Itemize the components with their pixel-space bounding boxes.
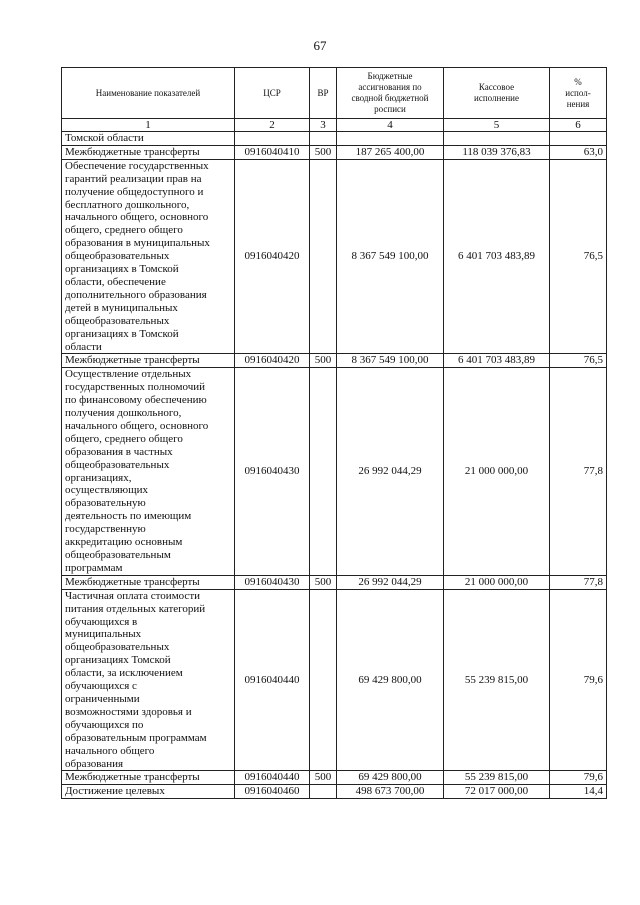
name-line: возможностями здоровья и	[65, 705, 192, 718]
name-line: осуществляющих	[65, 484, 148, 497]
column-number-row	[62, 119, 607, 132]
header-percent: % испол- нения	[550, 68, 607, 119]
name-line: государственных полномочий	[65, 381, 206, 394]
cell-vr: 500	[310, 145, 337, 159]
name-line: общего, среднего общего	[65, 224, 183, 237]
cell-percent: 79,6	[550, 771, 607, 785]
cell-vr: 500	[310, 354, 337, 368]
name-line: программам	[65, 561, 123, 574]
name-line: Межбюджетные трансферты	[65, 771, 200, 784]
name-line: детей в муниципальных	[65, 301, 178, 314]
table-row	[62, 354, 607, 368]
cell-cash: 21 000 000,00	[444, 368, 550, 576]
cell-csr: 0916040430	[235, 368, 310, 576]
cell-csr	[235, 132, 310, 146]
cell-name	[62, 575, 235, 589]
name-line: получения дошкольного,	[65, 407, 182, 420]
cell-name	[62, 145, 235, 159]
name-line: организациях,	[65, 471, 132, 484]
name-line: организациях в Томской	[65, 327, 179, 340]
cell-csr: 0916040460	[235, 785, 310, 799]
name-line: гарантий реализации прав на	[65, 172, 202, 185]
cell-csr: 0916040440	[235, 771, 310, 785]
name-line: дополнительного образования	[65, 288, 207, 301]
column-number: 2	[235, 119, 310, 132]
cell-cash: 118 039 376,83	[444, 145, 550, 159]
cell-name	[62, 771, 235, 785]
table-header-row	[62, 68, 607, 119]
name-line: образования	[65, 757, 124, 770]
name-line: питания отдельных категорий	[65, 602, 206, 615]
name-line: образовательную	[65, 497, 146, 510]
name-line: аккредитацию основным	[65, 536, 183, 549]
name-line: общеобразовательных	[65, 250, 170, 263]
name-line: бесплатного дошкольного,	[65, 198, 190, 211]
header-vr: ВР	[310, 68, 337, 119]
cell-percent: 77,8	[550, 368, 607, 576]
cell-vr	[310, 159, 337, 354]
cell-budget: 69 429 800,00	[337, 771, 444, 785]
name-line: Межбюджетные трансферты	[65, 575, 200, 588]
cell-percent: 14,4	[550, 785, 607, 799]
name-line: общеобразовательным	[65, 549, 171, 561]
header-csr: ЦСР	[235, 68, 310, 119]
name-line: организациях в Томской	[65, 263, 179, 276]
cell-percent: 76,5	[550, 159, 607, 354]
header-budget: Бюджетные ассигнования по сводной бюджетной росписи	[337, 68, 444, 119]
name-line: начального общего, основного	[65, 211, 209, 224]
cell-budget: 26 992 044,29	[337, 575, 444, 589]
cell-vr	[310, 589, 337, 771]
name-line: обучающихся в	[65, 615, 138, 628]
cell-vr: 500	[310, 771, 337, 785]
column-number: 5	[444, 119, 550, 132]
name-line: начального общего	[65, 744, 155, 757]
table-row	[62, 785, 607, 799]
cell-csr: 0916040410	[235, 145, 310, 159]
table-row	[62, 368, 607, 576]
cell-vr: 500	[310, 575, 337, 589]
cell-csr: 0916040430	[235, 575, 310, 589]
name-line: Межбюджетные трансферты	[65, 354, 200, 367]
name-line: ограниченными	[65, 692, 140, 705]
cell-budget: 8 367 549 100,00	[337, 354, 444, 368]
name-line: Обеспечение государственных	[65, 159, 209, 172]
name-line: образовательным программам	[65, 731, 207, 744]
cell-budget: 69 429 800,00	[337, 589, 444, 771]
column-number: 3	[310, 119, 337, 132]
table-row	[62, 589, 607, 771]
name-line: обучающихся с	[65, 680, 137, 693]
cell-budget: 498 673 700,00	[337, 785, 444, 799]
cell-percent: 76,5	[550, 354, 607, 368]
column-number: 4	[337, 119, 444, 132]
header-cash: Кассовое исполнение	[444, 68, 550, 119]
name-line: муниципальных	[65, 628, 142, 641]
name-line: общего, среднего общего	[65, 432, 183, 445]
name-line: обучающихся по	[65, 718, 144, 731]
cell-csr: 0916040420	[235, 354, 310, 368]
name-line: по финансовому обеспечению	[65, 394, 207, 407]
cell-budget	[337, 132, 444, 146]
name-line: общеобразовательных	[65, 458, 170, 471]
name-line: Достижение целевых	[65, 785, 165, 798]
table-row	[62, 132, 607, 146]
name-line: Осуществление отдельных	[65, 368, 192, 381]
cell-csr: 0916040440	[235, 589, 310, 771]
name-line: образования в частных	[65, 445, 173, 458]
cell-cash: 21 000 000,00	[444, 575, 550, 589]
name-line: области, обеспечение	[65, 275, 166, 288]
name-line: деятельность по имеющим	[65, 510, 192, 523]
name-line: начального общего, основного	[65, 419, 209, 432]
name-line: Частичная оплата стоимости	[65, 589, 201, 602]
name-line: общеобразовательных	[65, 314, 170, 327]
name-line: организациях Томской	[65, 654, 171, 667]
budget-execution-table	[61, 67, 607, 799]
cell-budget: 26 992 044,29	[337, 368, 444, 576]
cell-name	[62, 785, 235, 799]
page-number: 67	[313, 38, 327, 53]
table-body	[62, 132, 607, 799]
cell-cash: 55 239 815,00	[444, 771, 550, 785]
table-row	[62, 771, 607, 785]
cell-name	[62, 132, 235, 146]
table-row	[62, 145, 607, 159]
table-row	[62, 159, 607, 354]
cell-vr	[310, 785, 337, 799]
name-line: области, за исключением	[65, 667, 183, 680]
name-line: Томской области	[65, 132, 144, 144]
cell-cash	[444, 132, 550, 146]
cell-csr: 0916040420	[235, 159, 310, 354]
cell-name	[62, 368, 235, 576]
name-line: государственную	[65, 523, 146, 536]
column-number: 6	[550, 119, 607, 132]
cell-percent: 77,8	[550, 575, 607, 589]
cell-cash: 55 239 815,00	[444, 589, 550, 771]
column-number: 1	[62, 119, 235, 132]
table-row	[62, 575, 607, 589]
cell-name	[62, 159, 235, 354]
cell-cash: 6 401 703 483,89	[444, 354, 550, 368]
cell-percent: 63,0	[550, 145, 607, 159]
cell-cash: 72 017 000,00	[444, 785, 550, 799]
name-line: общеобразовательных	[65, 641, 170, 654]
cell-budget: 8 367 549 100,00	[337, 159, 444, 354]
name-line: области	[65, 340, 102, 353]
name-line: получение общедоступного и	[65, 185, 204, 198]
header-name: Наименование показателей	[62, 68, 235, 119]
cell-budget: 187 265 400,00	[337, 145, 444, 159]
cell-percent	[550, 132, 607, 146]
cell-vr	[310, 132, 337, 146]
name-line: Межбюджетные трансферты	[65, 145, 200, 158]
cell-name	[62, 589, 235, 771]
name-line: образования в муниципальных	[65, 237, 210, 250]
cell-percent: 79,6	[550, 589, 607, 771]
cell-vr	[310, 368, 337, 576]
cell-name	[62, 354, 235, 368]
cell-cash: 6 401 703 483,89	[444, 159, 550, 354]
